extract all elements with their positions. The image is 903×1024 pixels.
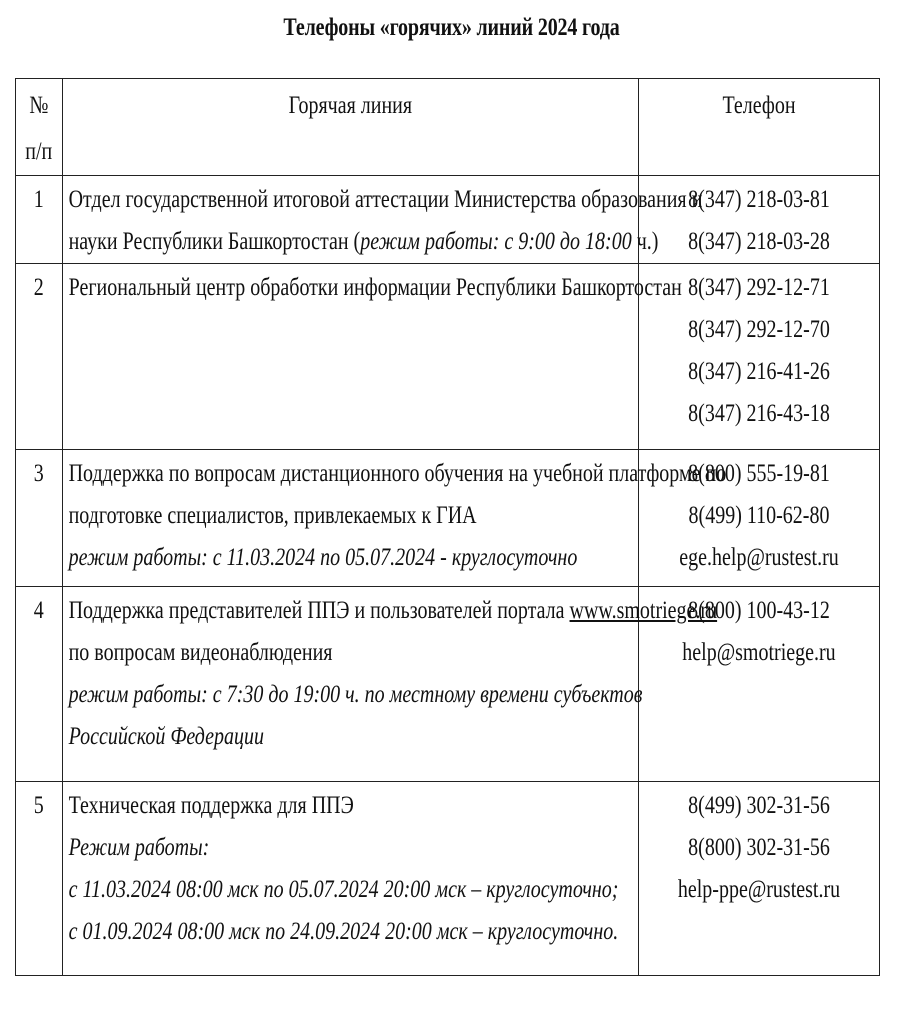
phone-cell — [639, 587, 880, 782]
phone-cell — [639, 264, 880, 450]
email-address: ege.help@rustest.ru — [679, 544, 839, 571]
phone-number: 8(800) 100-43-12 — [688, 597, 830, 624]
header-hotline — [63, 79, 639, 176]
hotline-text — [68, 221, 659, 263]
phone-number: 8(347) 292-12-70 — [688, 316, 830, 343]
row-number: 1 — [34, 186, 44, 213]
hotline-text: Поддержка по вопросам дистанционного обучения на учебной платформе по — [68, 460, 727, 487]
header-number-abbrev: п/п — [25, 138, 53, 165]
phone-number: 8(347) 216-41-26 — [688, 358, 830, 385]
row-number: 3 — [34, 460, 44, 487]
hotline-cell — [63, 587, 718, 782]
row-number-cell — [16, 264, 63, 450]
hotlines-table — [15, 78, 880, 976]
table-row — [16, 264, 880, 450]
phone-number: 8(499) 110-62-80 — [688, 502, 830, 529]
row-number-cell — [16, 782, 63, 976]
hotline-text-part: ч.) — [631, 228, 659, 255]
header-phone — [639, 79, 880, 176]
working-hours: с 01.09.2024 08:00 мск по 24.09.2024 20:00 мск – круглосуточно. — [68, 918, 619, 945]
table-header-row — [16, 79, 880, 176]
phone-number: 8(800) 555-19-81 — [688, 460, 830, 487]
row-number: 2 — [34, 274, 44, 301]
hotline-text-part: науки Республики Башкортостан ( — [68, 228, 361, 255]
working-hours: режим работы: с 9:00 до 18:00 — [360, 228, 632, 255]
table-row — [16, 782, 880, 976]
hotline-text: Техническая поддержка для ППЭ — [68, 792, 354, 819]
table-row — [16, 176, 880, 264]
phone-number: 8(347) 218-03-28 — [688, 228, 830, 255]
phone-number: 8(347) 218-03-81 — [688, 186, 830, 213]
hotline-text: по вопросам видеонаблюдения — [68, 639, 333, 666]
header-phone-label: Телефон — [722, 92, 796, 119]
hotline-text: подготовке специалистов, привлекаемых к ГИА — [68, 502, 477, 529]
header-number — [16, 79, 63, 176]
hotline-text-part: Поддержка представителей ППЭ и пользователей портала — [68, 597, 570, 624]
phone-number: 8(499) 302-31-56 — [688, 792, 830, 819]
row-number-cell — [16, 176, 63, 264]
hotline-cell — [63, 176, 703, 264]
phone-cell — [639, 450, 880, 587]
email-address: help@smotriege.ru — [682, 639, 836, 666]
hotline-text — [68, 590, 718, 632]
working-hours: с 11.03.2024 08:00 мск по 05.07.2024 20:00 мск – круглосуточно; — [68, 876, 619, 903]
table-row — [16, 450, 880, 587]
email-address: help-ppe@rustest.ru — [677, 876, 841, 903]
phone-number: 8(347) 292-12-71 — [688, 274, 830, 301]
working-hours: режим работы: с 11.03.2024 по 05.07.2024 - круглосуточно — [68, 544, 578, 571]
table-row — [16, 587, 880, 782]
hotline-cell — [63, 782, 639, 976]
phone-cell — [639, 782, 880, 976]
page-title: Телефоны «горячих» линий 2024 года — [283, 14, 620, 41]
row-number-cell — [16, 587, 63, 782]
header-hotline-label: Горячая линия — [288, 92, 413, 119]
phone-number: 8(800) 302-31-56 — [688, 834, 830, 861]
hotline-cell — [63, 450, 727, 587]
phone-cell — [639, 176, 880, 264]
phone-number: 8(347) 216-43-18 — [688, 400, 830, 427]
portal-link[interactable]: www.smotriege.ru — [569, 597, 718, 624]
row-number-cell — [16, 450, 63, 587]
working-hours: Режим работы: — [68, 834, 210, 861]
hotline-text: Региональный центр обработки информации Республики Башкортостан — [68, 274, 682, 301]
working-hours: режим работы: с 7:30 до 19:00 ч. по местному времени субъектов — [68, 681, 643, 708]
row-number: 5 — [34, 792, 44, 819]
hotline-text: Отдел государственной итоговой аттестации Министерства образования и — [68, 186, 703, 213]
hotline-cell — [63, 264, 682, 450]
header-number-symbol: № — [29, 92, 49, 119]
working-hours: Российской Федерации — [68, 723, 265, 750]
row-number: 4 — [34, 597, 44, 624]
